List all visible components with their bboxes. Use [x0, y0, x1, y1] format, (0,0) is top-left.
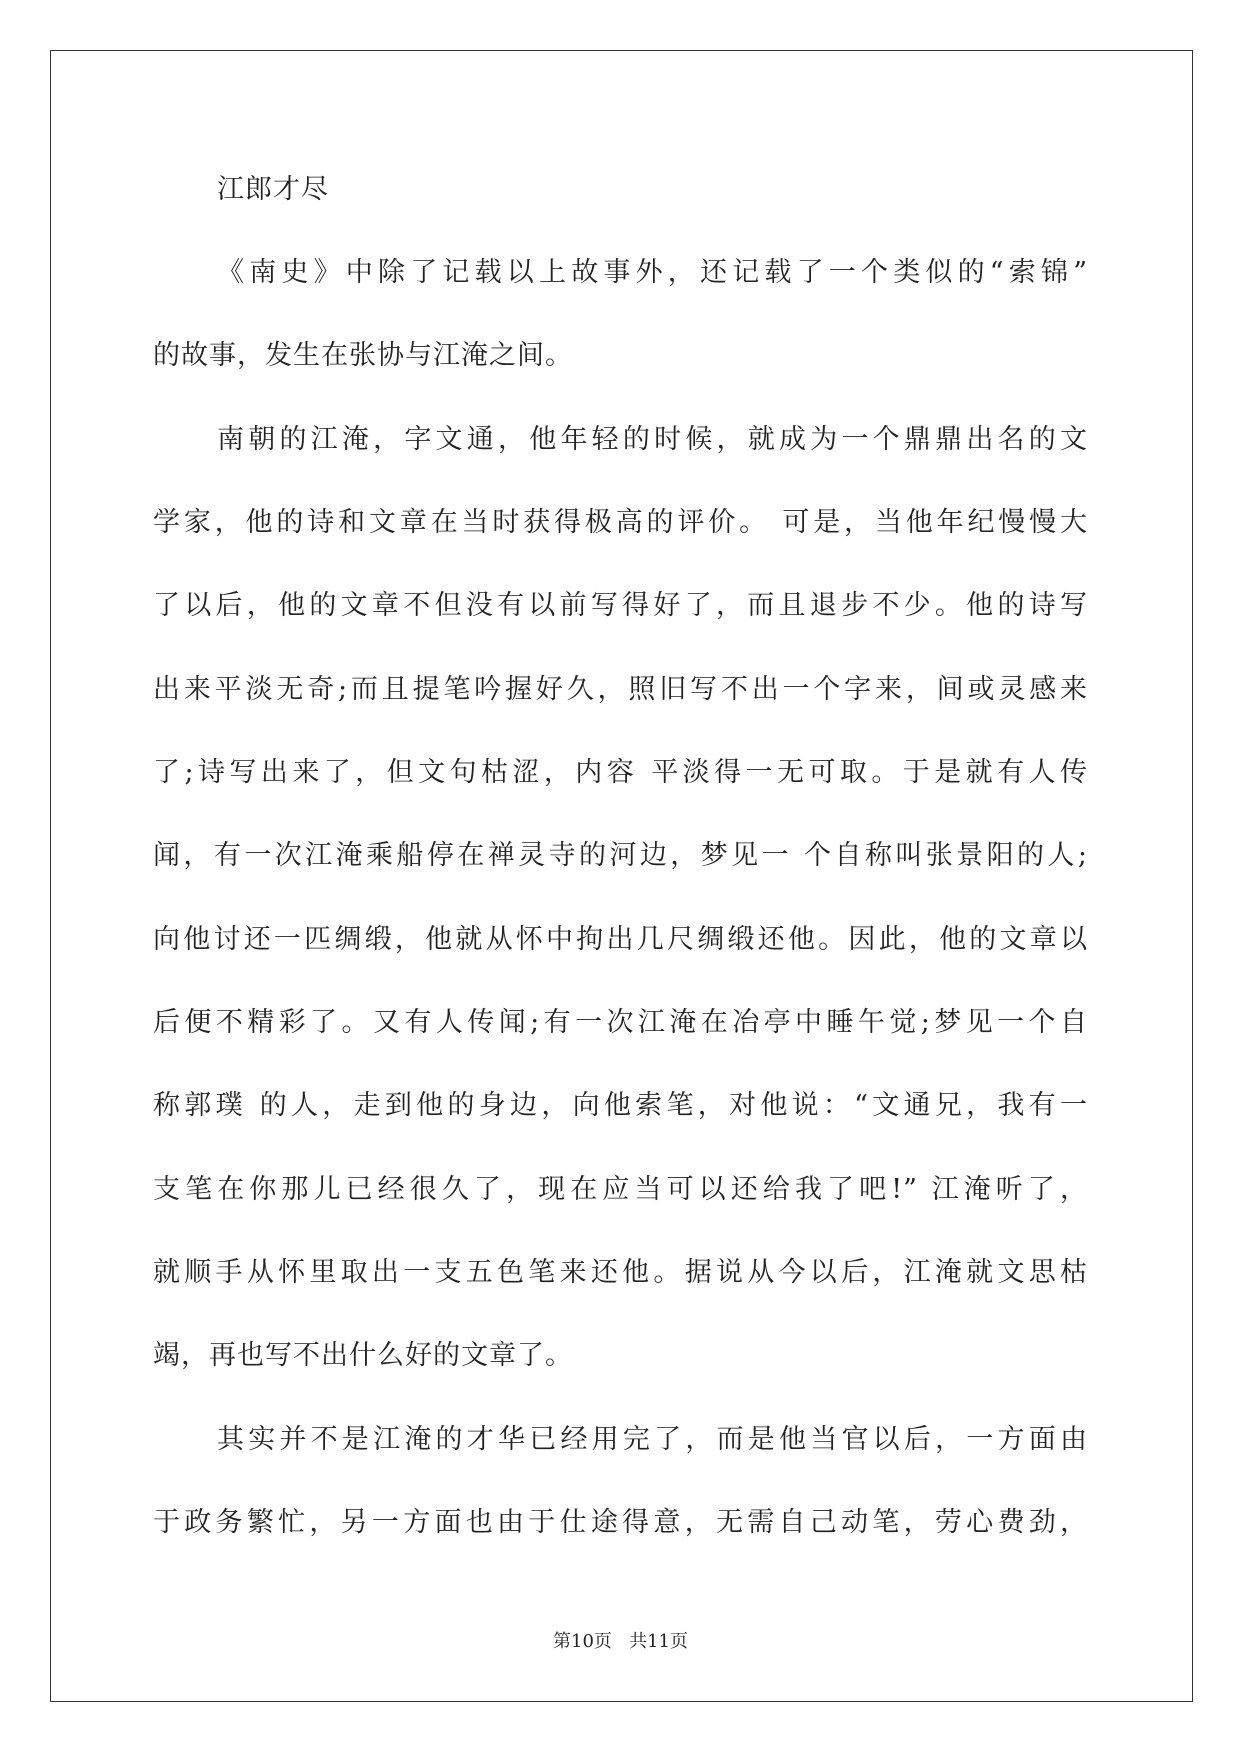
section-heading: 江郎才尽 [217, 174, 329, 205]
paragraph-line: 闻，有一次江淹乘船停在禅灵寺的河边，梦见一 个自称叫张景阳的人; [153, 840, 1088, 871]
paragraph-line: 于政务繁忙，另一方面也由于仕途得意，无需自己动笔，劳心费劲， [153, 1507, 1088, 1538]
paragraph-line: 称郭璞 的人，走到他的身边，向他索笔，对他说：“文通兄，我有一 [153, 1090, 1088, 1121]
paragraph-line: 了;诗写出来了，但文句枯涩，内容 平淡得一无可取。于是就有人传 [153, 757, 1088, 788]
paragraph-line: 了以后，他的文章不但没有以前写得好了，而且退步不少。他的诗写 [153, 590, 1088, 621]
paragraph-line: 就顺手从怀里取出一支五色笔来还他。据说从今以后，江淹就文思枯 [153, 1257, 1088, 1288]
paragraph-line: 学家，他的诗和文章在当时获得极高的评价。 可是，当他年纪慢慢大 [153, 507, 1088, 538]
paragraph-line: 《南史》中除了记载以上故事外，还记载了一个类似的“索锦” [217, 257, 1088, 288]
paragraph-line: 向他讨还一匹绸缎，他就从怀中拘出几尺绸缎还他。因此，他的文章以 [153, 924, 1088, 955]
paragraph-line: 出来平淡无奇;而且提笔吟握好久，照旧写不出一个字来，间或灵感来 [153, 674, 1088, 705]
paragraph-line: 其实并不是江淹的才华已经用完了，而是他当官以后，一方面由 [217, 1424, 1088, 1455]
paragraph-line: 后便不精彩了。又有人传闻;有一次江淹在冶亭中睡午觉;梦见一个自 [153, 1007, 1088, 1038]
paragraph-line: 竭，再也写不出什么好的文章了。 [153, 1340, 573, 1371]
paragraph-line: 的故事，发生在张协与江淹之间。 [153, 340, 573, 371]
paragraph-line: 南朝的江淹，字文通，他年轻的时候，就成为一个鼎鼎出名的文 [217, 424, 1088, 455]
paragraph-line: 支笔在你那儿已经很久了，现在应当可以还给我了吧!” 江淹听了， [153, 1174, 1088, 1205]
page-number-footer: 第10页 共11页 [553, 1631, 688, 1652]
